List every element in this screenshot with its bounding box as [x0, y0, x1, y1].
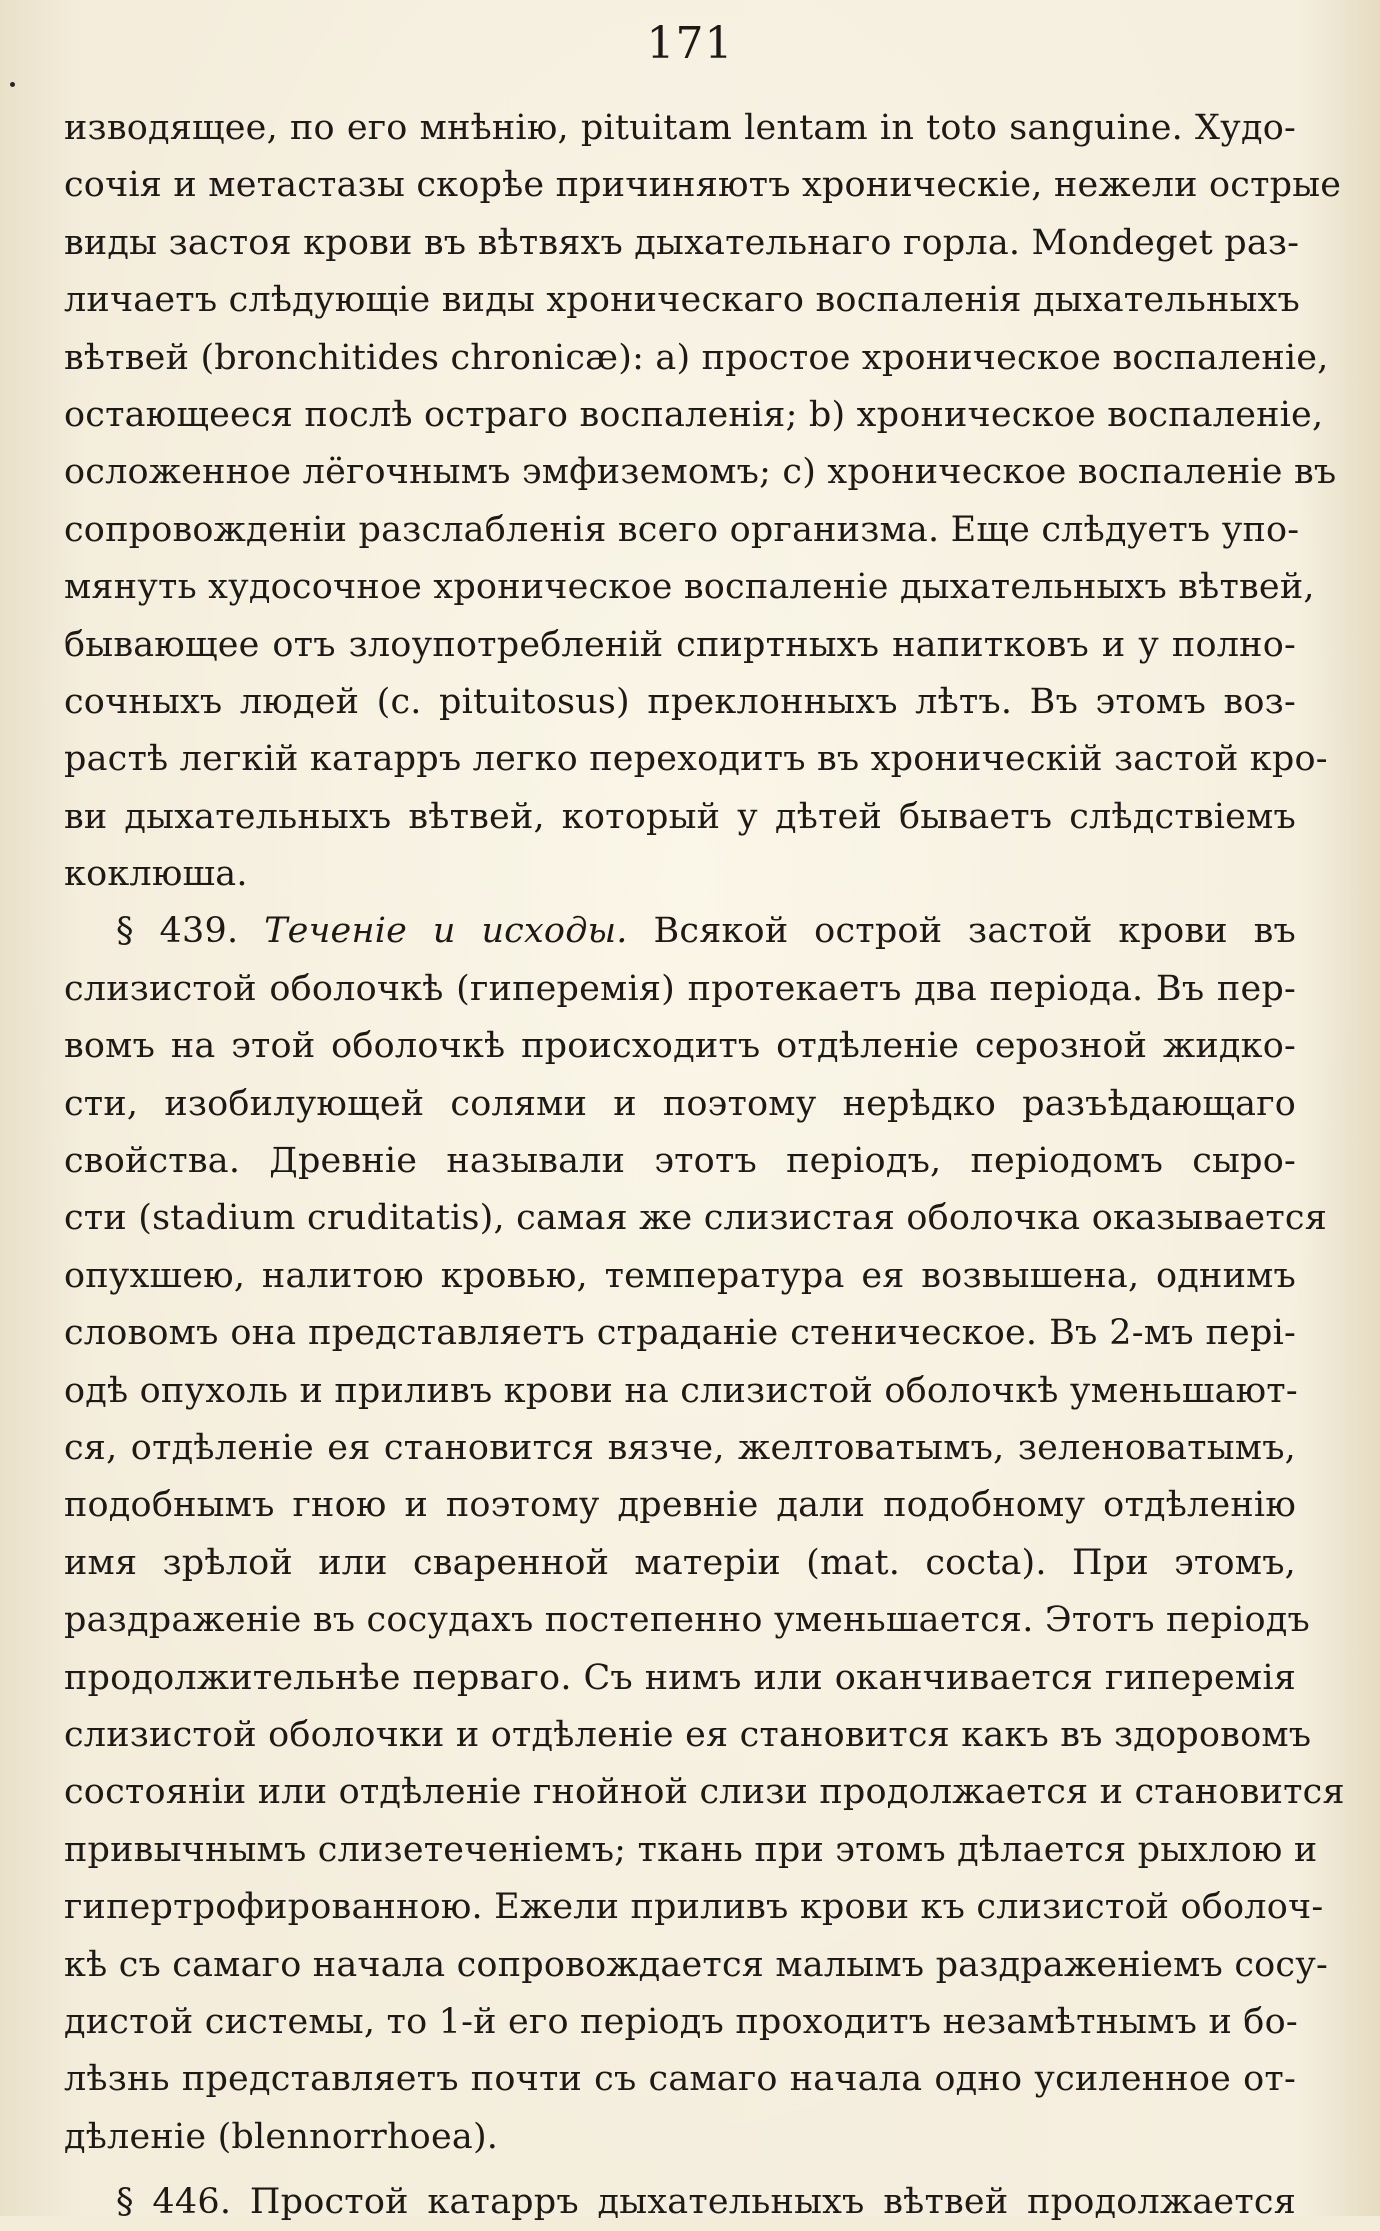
text-line: сти (stadium cruditatis), самая же слизистая оболочка оказывается [64, 1198, 1327, 1239]
text-line: раздраженіе въ сосудахъ постепенно уменьшается. Этотъ періодъ [64, 1600, 1310, 1641]
text-line: мянуть худосочное хроническое воспаленіе дыхательныхъ вѣтвей, [64, 567, 1315, 608]
text-line: бывающее отъ злоупотребленій спиртныхъ напитковъ и у полно- [64, 624, 1296, 665]
text-line: остающееся послѣ остраго воспаленія; b) хроническое воспаленіе, [64, 394, 1324, 435]
text-line: слизистой оболочкѣ (гиперемія) протекаетъ два періода. Въ пер- [64, 968, 1296, 1009]
text-line: продолжительнѣе перваго. Съ нимъ или оканчивается гиперемія [64, 1657, 1296, 1698]
margin-mark [10, 82, 15, 87]
continuation-paragraph [64, 100, 1342, 903]
text-line: растѣ легкій катарръ легко переходитъ въ хроническій застой кро- [64, 739, 1328, 780]
text-line: имя зрѣлой или сваренной матеріи (mat. cocta). При этомъ, [64, 1542, 1296, 1583]
text-line: привычнымъ слизетеченіемъ; ткань при этомъ дѣлается рыхлою и [64, 1829, 1318, 1870]
text-line: подобнымъ гною и поэтому древніе дали подобному отдѣленію [64, 1485, 1296, 1526]
text-line: сочныхъ людей (c. pituitosus) преклонныхъ лѣтъ. Въ этомъ воз- [64, 681, 1296, 722]
text-line: лѣзнь представляетъ почти съ самаго начала одно усиленное от- [64, 2059, 1296, 2100]
text-line: личаетъ слѣдующіе виды хроническаго воспаленія дыхательныхъ [64, 280, 1300, 321]
text-line: сочія и метастазы скорѣе причиняютъ хроническіе, нежели острые [64, 165, 1342, 206]
section-446 [64, 2174, 1296, 2231]
text-line: одѣ опухоль и приливъ крови на слизистой оболочкѣ уменьшают- [64, 1370, 1298, 1411]
text-line: кѣ съ самаго начала сопровождается малымъ раздраженіемъ сосу- [64, 1944, 1329, 1985]
text-line: дѣленіе (blennorrhoea). [64, 2116, 499, 2157]
text-line: изводящее, по его мнѣнію, pituitam lentam in toto sanguine. Худо- [64, 108, 1296, 148]
text-line: состояніи или отдѣленіе гнойной слизи продолжается и становится [64, 1772, 1345, 1813]
text-line: словомъ она представляетъ страданіе стеническое. Въ 2-мъ пері- [64, 1313, 1296, 1354]
text-line: виды застоя крови въ вѣтвяхъ дыхательнаго горла. Mondeget раз- [64, 222, 1300, 263]
text-line: сопровожденіи разслабленія всего организма. Еще слѣдуетъ упо- [64, 509, 1300, 550]
section-439 [64, 903, 1345, 2166]
text-line: осложенное лёгочнымъ эмфиземомъ; c) хроническое воспаленіе въ [64, 452, 1337, 493]
section-heading-line: § 446. Простой катарръ дыхательныхъ вѣтвей продолжается [116, 2182, 1296, 2223]
text-line: вомъ на этой оболочкѣ происходитъ отдѣленіе серозной жидко- [64, 1026, 1296, 1067]
text-line: вѣтвей (bronchitides chronicæ): a) простое хроническое воспаленіе, [64, 337, 1329, 378]
text-line: опухшею, налитою кровью, температура ея возвышена, однимъ [64, 1255, 1296, 1296]
text-line: сти, изобилующей солями и поэтому нерѣдко разъѣдающаго [64, 1083, 1296, 1124]
text-line: слизистой оболочки и отдѣленіе ея становится какъ въ здоровомъ [64, 1714, 1312, 1755]
section-title: Теченіе и исходы. [264, 911, 628, 952]
text-fragment: Всякой острой застой крови въ [653, 911, 1297, 952]
section-number: § 439. [116, 911, 239, 952]
text-line: дистой системы, то 1-й его періодъ проходитъ незамѣтнымъ и бо- [64, 2001, 1298, 2042]
text-line: свойства. Древніе называли этотъ періодъ, періодомъ сыро- [64, 1141, 1296, 1182]
text-line: ви дыхательныхъ вѣтвей, который у дѣтей бываетъ слѣдствіемъ [64, 796, 1296, 837]
text-line: гипертрофированною. Ежели приливъ крови къ слизистой оболоч- [64, 1887, 1324, 1928]
text-line: ся, отдѣленіе ея становится вязче, желтоватымъ, зеленоватымъ, [64, 1427, 1296, 1468]
section-heading-line [64, 903, 1296, 960]
text-line: коклюша. [64, 854, 248, 895]
page-number: 171 [646, 18, 734, 69]
body-text [64, 100, 1345, 2231]
